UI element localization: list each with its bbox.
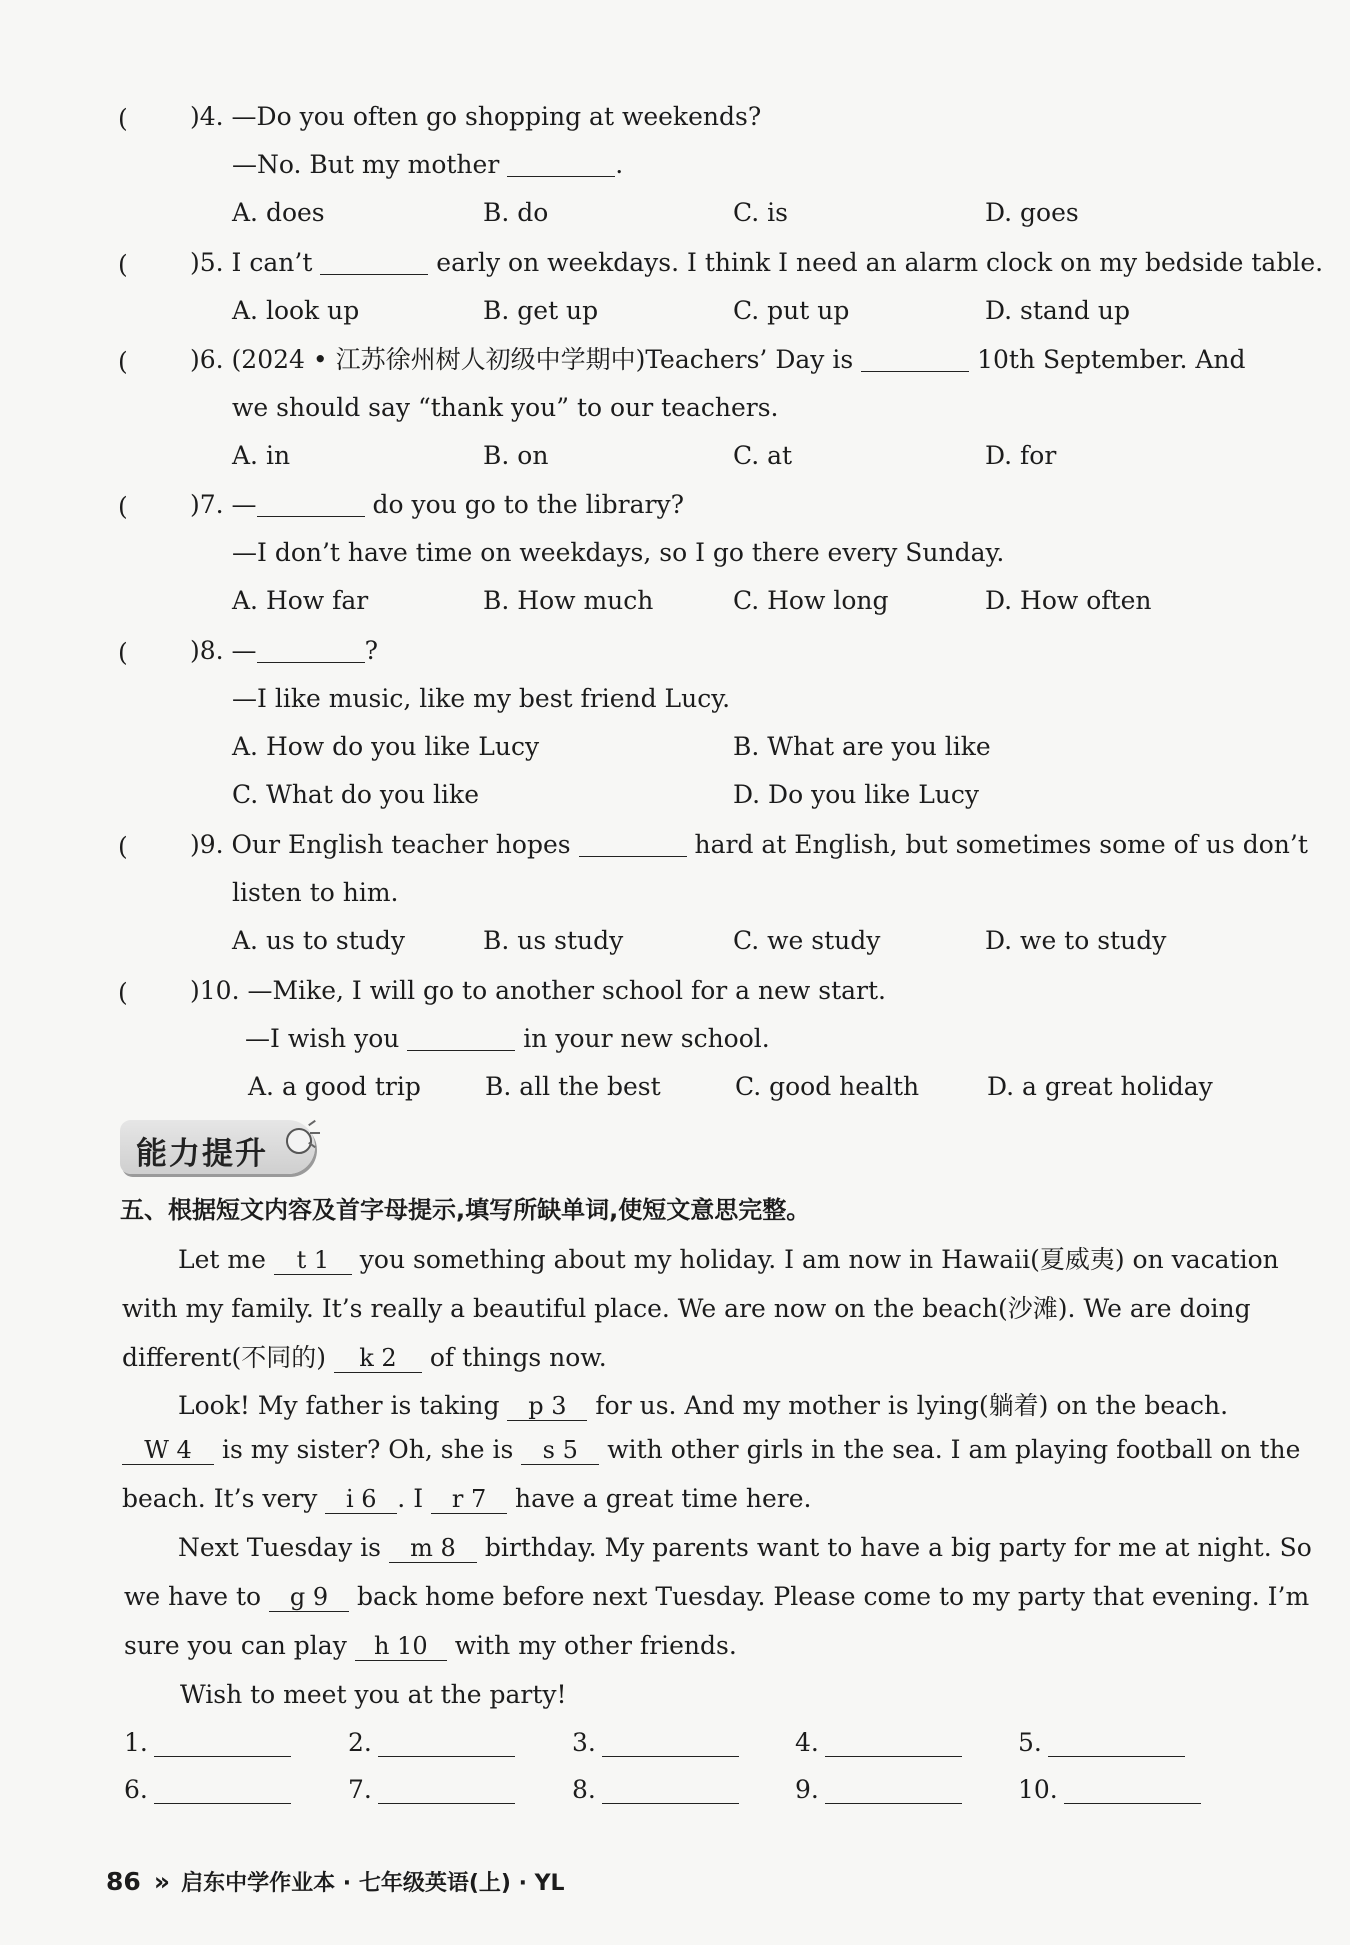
q8-blank (257, 638, 365, 663)
q10-reply-a: —I wish you (245, 1024, 400, 1053)
passage-text: is my sister? Oh, she is (221, 1435, 514, 1464)
q7-stem-a: )7. — (190, 490, 257, 519)
answer-label: 7. (348, 1775, 372, 1804)
passage-blank-10[interactable]: h 10 (355, 1632, 447, 1661)
q6-option-d[interactable]: D. for (985, 441, 1057, 470)
q7-option-c[interactable]: C. How long (733, 586, 889, 615)
q4-blank (507, 152, 615, 177)
passage-blank-1[interactable]: t 1 (274, 1246, 352, 1275)
answer-1[interactable] (124, 1728, 291, 1757)
passage-blank-4[interactable]: W 4 (122, 1436, 214, 1465)
passage-blank-5[interactable]: s 5 (521, 1436, 599, 1465)
q10-stem: )10. —Mike, I will go to another school for a new start. (190, 976, 886, 1005)
q6-paren: ( (118, 347, 128, 376)
q8-option-c[interactable]: C. What do you like (232, 780, 479, 809)
q6-stem-b: 10th September. And (977, 345, 1246, 374)
lightbulb-icon (286, 1128, 312, 1154)
q6-stem-c: we should say “thank you” to our teachers. (232, 393, 779, 422)
answer-label: 8. (572, 1775, 596, 1804)
q6-stem (190, 347, 1246, 372)
q4-reply-text: —No. But my mother (232, 150, 500, 179)
q8-reply: —I like music, like my best friend Lucy. (232, 684, 731, 713)
q10-reply (245, 1026, 770, 1051)
q8-option-a[interactable]: A. How do you like Lucy (232, 732, 540, 761)
q9-stem-b: hard at English, but sometimes some of us don’t (694, 830, 1308, 859)
passage-blank-2[interactable]: k 2 (334, 1344, 422, 1373)
answer-label: 6. (124, 1775, 148, 1804)
passage-text: different(不同的) (122, 1343, 326, 1372)
q9-option-c[interactable]: C. we study (733, 926, 881, 955)
passage-line-1 (178, 1240, 1279, 1276)
answer-7[interactable] (348, 1775, 515, 1804)
passage-line-7 (178, 1533, 1312, 1563)
answer-5[interactable] (1018, 1728, 1185, 1757)
q8-option-b[interactable]: B. What are you like (733, 732, 991, 761)
passage-line-8 (124, 1582, 1309, 1612)
answer-line[interactable] (602, 1779, 739, 1804)
q10-option-a[interactable]: A. a good trip (248, 1072, 421, 1101)
bulb-ray-icon (308, 1120, 316, 1126)
answer-line[interactable] (1048, 1732, 1185, 1757)
answer-line[interactable] (154, 1779, 291, 1804)
q6-option-c[interactable]: C. at (733, 441, 793, 470)
q10-option-b[interactable]: B. all the best (485, 1072, 661, 1101)
passage-text: Look! My father is taking (178, 1391, 500, 1420)
passage-line-5 (122, 1435, 1300, 1465)
q7-option-a[interactable]: A. How far (232, 586, 369, 615)
q5-option-b[interactable]: B. get up (483, 296, 599, 325)
q6-blank (861, 347, 969, 372)
answer-line[interactable] (378, 1779, 515, 1804)
passage-text: for us. And my mother is lying(躺着) on the beach. (595, 1391, 1229, 1420)
answer-label: 10. (1018, 1775, 1058, 1804)
answer-line[interactable] (154, 1732, 291, 1757)
q7-option-b[interactable]: B. How much (483, 586, 654, 615)
q10-option-c[interactable]: C. good health (735, 1072, 920, 1101)
bulb-ray-icon (310, 1132, 320, 1134)
section-instruction: 五、根据短文内容及首字母提示,填写所缺单词,使短文意思完整。 (120, 1196, 811, 1224)
double-chevron-icon: » (153, 1867, 171, 1896)
passage-blank-8[interactable]: m 8 (389, 1534, 477, 1563)
page-number: 86 (106, 1867, 141, 1896)
q5-option-a[interactable]: A. look up (232, 296, 360, 325)
book-title: 启东中学作业本 · 七年级英语(上) · YL (181, 1871, 565, 1896)
passage-text: beach. It’s very (122, 1484, 318, 1513)
passage-text: back home before next Tuesday. Please come to my party that evening. I’m (357, 1582, 1310, 1611)
q9-stem-a: )9. Our English teacher hopes (190, 830, 571, 859)
q10-paren: ( (118, 978, 128, 1007)
passage-blank-9[interactable]: g 9 (269, 1583, 349, 1612)
q5-blank (320, 250, 428, 275)
answer-label: 4. (795, 1728, 819, 1757)
section-badge (120, 1120, 315, 1174)
answer-9[interactable] (795, 1775, 962, 1804)
answer-10[interactable] (1018, 1775, 1201, 1804)
passage-text: of things now. (429, 1343, 607, 1372)
q10-blank (407, 1026, 515, 1051)
q8-stem-b: ? (364, 636, 378, 665)
q5-stem (190, 250, 1323, 275)
passage-blank-7[interactable]: r 7 (431, 1485, 507, 1514)
passage-text: . I (397, 1484, 424, 1513)
passage-line-6 (122, 1484, 811, 1514)
q10-option-d[interactable]: D. a great holiday (987, 1072, 1213, 1101)
passage-text: sure you can play (124, 1631, 347, 1660)
answer-label: 3. (572, 1728, 596, 1757)
q4-option-a[interactable]: A. does (232, 198, 325, 227)
q5-option-c[interactable]: C. put up (733, 296, 850, 325)
q6-option-b[interactable]: B. on (483, 441, 549, 470)
answer-8[interactable] (572, 1775, 739, 1804)
answer-3[interactable] (572, 1728, 739, 1757)
passage-line-4 (178, 1386, 1228, 1422)
passage-text: Let me (178, 1245, 266, 1274)
answer-line[interactable] (825, 1779, 962, 1804)
passage-text: have a great time here. (514, 1484, 812, 1513)
passage-line-10: Wish to meet you at the party! (180, 1680, 567, 1709)
q4-paren: ( (118, 104, 128, 133)
q7-stem (190, 492, 684, 517)
passage-line-2: with my family. It’s really a beautiful place. We are now on the beach(沙滩). We are doing (122, 1294, 1251, 1323)
q7-reply: —I don’t have time on weekdays, so I go there every Sunday. (232, 538, 1005, 567)
q9-option-b[interactable]: B. us study (483, 926, 624, 955)
q9-blank (579, 832, 687, 857)
passage-text: Next Tuesday is (178, 1533, 381, 1562)
q9-option-d[interactable]: D. we to study (985, 926, 1167, 955)
q4-stem: )4. —Do you often go shopping at weekends? (190, 102, 762, 131)
q4-option-c[interactable]: C. is (733, 198, 788, 227)
q8-stem (190, 638, 378, 663)
passage-text: birthday. My parents want to have a big party for me at night. So (484, 1533, 1312, 1562)
passage-blank-3[interactable]: p 3 (507, 1392, 587, 1421)
q7-blank (257, 492, 365, 517)
q6-stem-a: )6. (2024 • 江苏徐州树人初级中学期中)Teachers’ Day is (190, 345, 854, 374)
answer-line[interactable] (378, 1732, 515, 1757)
answer-label: 5. (1018, 1728, 1042, 1757)
q5-paren: ( (118, 250, 128, 279)
answer-line[interactable] (1064, 1779, 1201, 1804)
q8-stem-a: )8. — (190, 636, 257, 665)
q9-stem (190, 832, 1308, 857)
q5-stem-b: early on weekdays. I think I need an alarm clock on my bedside table. (436, 248, 1324, 277)
answer-label: 2. (348, 1728, 372, 1757)
q6-option-a[interactable]: A. in (232, 441, 291, 470)
passage-text: we have to (124, 1582, 262, 1611)
section-badge-label: 能力提升 (136, 1136, 268, 1172)
q8-option-d[interactable]: D. Do you like Lucy (733, 780, 980, 809)
answer-4[interactable] (795, 1728, 962, 1757)
q4-reply-end: . (615, 150, 624, 179)
passage-line-3 (122, 1338, 607, 1374)
passage-line-9 (124, 1631, 737, 1661)
q7-option-d[interactable]: D. How often (985, 586, 1152, 615)
page-footer (106, 1866, 565, 1897)
answer-line[interactable] (825, 1732, 962, 1757)
q7-paren: ( (118, 492, 128, 521)
passage-text: with other girls in the sea. I am playing football on the (607, 1435, 1301, 1464)
passage-blank-6[interactable]: i 6 (325, 1485, 397, 1514)
q7-stem-b: do you go to the library? (372, 490, 685, 519)
q5-option-d[interactable]: D. stand up (985, 296, 1130, 325)
answer-line[interactable] (602, 1732, 739, 1757)
q8-paren: ( (118, 638, 128, 667)
passage-text: you something about my holiday. I am now in Hawaii(夏威夷) on vacation (359, 1245, 1279, 1274)
passage-text: with my other friends. (454, 1631, 737, 1660)
q10-reply-b: in your new school. (523, 1024, 770, 1053)
answer-label: 1. (124, 1728, 148, 1757)
q4-option-b[interactable]: B. do (483, 198, 549, 227)
q9-paren: ( (118, 832, 128, 861)
answer-6[interactable] (124, 1775, 291, 1804)
q9-option-a[interactable]: A. us to study (232, 926, 405, 955)
q4-option-d[interactable]: D. goes (985, 198, 1079, 227)
q4-reply (232, 152, 623, 177)
q9-stem-c: listen to him. (232, 878, 399, 907)
answer-2[interactable] (348, 1728, 515, 1757)
answer-label: 9. (795, 1775, 819, 1804)
q5-stem-a: )5. I can’t (190, 248, 313, 277)
